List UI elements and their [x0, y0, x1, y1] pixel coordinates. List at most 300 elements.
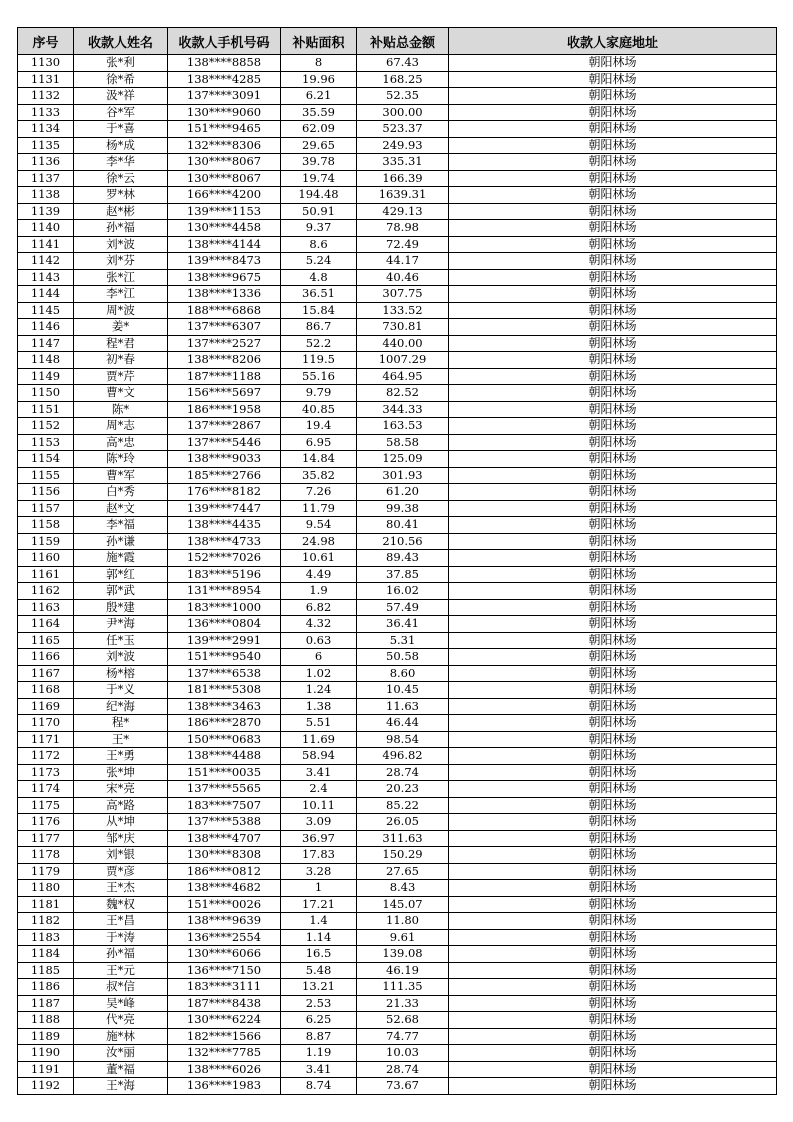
cell-subsidy-area: 11.69 [281, 731, 357, 748]
cell-subsidy-amount: 166.39 [357, 170, 449, 187]
cell-payee-address: 朝阳林场 [449, 401, 777, 418]
table-row [18, 154, 777, 171]
cell-payee-phone: 130****4458 [168, 220, 281, 237]
subsidy-table-page [17, 27, 776, 1095]
cell-serial: 1163 [18, 599, 74, 616]
cell-payee-address: 朝阳林场 [449, 467, 777, 484]
cell-payee-phone: 130****6066 [168, 946, 281, 963]
cell-subsidy-amount: 139.08 [357, 946, 449, 963]
cell-subsidy-area: 13.21 [281, 979, 357, 996]
cell-subsidy-amount: 72.49 [357, 236, 449, 253]
cell-subsidy-amount: 27.65 [357, 863, 449, 880]
cell-subsidy-amount: 61.20 [357, 484, 449, 501]
table-row [18, 1012, 777, 1029]
cell-payee-phone: 136****0804 [168, 616, 281, 633]
cell-subsidy-area: 8.74 [281, 1078, 357, 1095]
cell-payee-address: 朝阳林场 [449, 566, 777, 583]
cell-payee-address: 朝阳林场 [449, 583, 777, 600]
cell-payee-phone: 130****8067 [168, 170, 281, 187]
cell-serial: 1151 [18, 401, 74, 418]
cell-subsidy-area: 35.82 [281, 467, 357, 484]
table-row [18, 434, 777, 451]
cell-serial: 1167 [18, 665, 74, 682]
cell-payee-name: 王*元 [74, 962, 168, 979]
cell-payee-address: 朝阳林场 [449, 286, 777, 303]
cell-payee-address: 朝阳林场 [449, 170, 777, 187]
cell-subsidy-area: 5.24 [281, 253, 357, 270]
cell-subsidy-area: 4.32 [281, 616, 357, 633]
cell-subsidy-area: 15.84 [281, 302, 357, 319]
cell-payee-phone: 138****4682 [168, 880, 281, 897]
cell-subsidy-amount: 496.82 [357, 748, 449, 765]
cell-payee-address: 朝阳林场 [449, 929, 777, 946]
cell-subsidy-area: 1.02 [281, 665, 357, 682]
cell-subsidy-amount: 11.63 [357, 698, 449, 715]
cell-subsidy-amount: 9.61 [357, 929, 449, 946]
table-row [18, 929, 777, 946]
cell-serial: 1187 [18, 995, 74, 1012]
table-row [18, 1045, 777, 1062]
cell-payee-address: 朝阳林场 [449, 517, 777, 534]
table-row [18, 286, 777, 303]
cell-payee-name: 杨*榕 [74, 665, 168, 682]
cell-payee-name: 陈*玲 [74, 451, 168, 468]
cell-subsidy-area: 62.09 [281, 121, 357, 138]
cell-subsidy-area: 29.65 [281, 137, 357, 154]
cell-payee-name: 殷*建 [74, 599, 168, 616]
cell-payee-address: 朝阳林场 [449, 1045, 777, 1062]
cell-payee-phone: 138****4144 [168, 236, 281, 253]
cell-subsidy-amount: 26.05 [357, 814, 449, 831]
cell-subsidy-amount: 50.58 [357, 649, 449, 666]
cell-payee-address: 朝阳林场 [449, 121, 777, 138]
cell-subsidy-area: 17.83 [281, 847, 357, 864]
cell-serial: 1188 [18, 1012, 74, 1029]
table-row [18, 962, 777, 979]
cell-payee-address: 朝阳林场 [449, 484, 777, 501]
cell-subsidy-area: 119.5 [281, 352, 357, 369]
cell-subsidy-amount: 40.46 [357, 269, 449, 286]
cell-subsidy-amount: 46.19 [357, 962, 449, 979]
cell-subsidy-area: 194.48 [281, 187, 357, 204]
cell-subsidy-area: 5.48 [281, 962, 357, 979]
table-row [18, 731, 777, 748]
cell-payee-phone: 130****9060 [168, 104, 281, 121]
cell-payee-phone: 137****5565 [168, 781, 281, 798]
cell-subsidy-amount: 730.81 [357, 319, 449, 336]
table-row [18, 500, 777, 517]
cell-subsidy-amount: 429.13 [357, 203, 449, 220]
cell-serial: 1150 [18, 385, 74, 402]
cell-serial: 1133 [18, 104, 74, 121]
cell-payee-address: 朝阳林场 [449, 187, 777, 204]
cell-subsidy-amount: 8.60 [357, 665, 449, 682]
cell-payee-name: 王* [74, 731, 168, 748]
cell-payee-phone: 151****9465 [168, 121, 281, 138]
table-row [18, 401, 777, 418]
table-row [18, 847, 777, 864]
cell-subsidy-area: 10.61 [281, 550, 357, 567]
table-row [18, 632, 777, 649]
cell-serial: 1171 [18, 731, 74, 748]
cell-payee-phone: 186****0812 [168, 863, 281, 880]
cell-payee-phone: 183****1000 [168, 599, 281, 616]
cell-serial: 1186 [18, 979, 74, 996]
cell-subsidy-area: 19.74 [281, 170, 357, 187]
table-row [18, 583, 777, 600]
cell-subsidy-area: 19.4 [281, 418, 357, 435]
cell-payee-address: 朝阳林场 [449, 319, 777, 336]
cell-subsidy-area: 35.59 [281, 104, 357, 121]
cell-subsidy-amount: 98.54 [357, 731, 449, 748]
cell-payee-phone: 152****7026 [168, 550, 281, 567]
table-row [18, 896, 777, 913]
cell-serial: 1131 [18, 71, 74, 88]
cell-subsidy-area: 6.25 [281, 1012, 357, 1029]
cell-payee-address: 朝阳林场 [449, 385, 777, 402]
cell-payee-name: 程*君 [74, 335, 168, 352]
cell-serial: 1173 [18, 764, 74, 781]
table-row [18, 533, 777, 550]
cell-subsidy-area: 3.41 [281, 1061, 357, 1078]
cell-payee-address: 朝阳林场 [449, 682, 777, 699]
cell-subsidy-amount: 36.41 [357, 616, 449, 633]
cell-payee-address: 朝阳林场 [449, 814, 777, 831]
cell-payee-phone: 186****2870 [168, 715, 281, 732]
cell-subsidy-area: 6.82 [281, 599, 357, 616]
cell-subsidy-area: 10.11 [281, 797, 357, 814]
cell-payee-address: 朝阳林场 [449, 616, 777, 633]
cell-subsidy-amount: 111.35 [357, 979, 449, 996]
cell-payee-name: 于*喜 [74, 121, 168, 138]
table-row [18, 302, 777, 319]
cell-payee-address: 朝阳林场 [449, 368, 777, 385]
cell-subsidy-amount: 16.02 [357, 583, 449, 600]
cell-payee-name: 孙*谦 [74, 533, 168, 550]
cell-subsidy-amount: 210.56 [357, 533, 449, 550]
cell-payee-phone: 138****4733 [168, 533, 281, 550]
cell-subsidy-amount: 5.31 [357, 632, 449, 649]
cell-payee-name: 宋*亮 [74, 781, 168, 798]
cell-payee-name: 李*福 [74, 517, 168, 534]
cell-serial: 1138 [18, 187, 74, 204]
cell-subsidy-area: 3.28 [281, 863, 357, 880]
cell-subsidy-amount: 163.53 [357, 418, 449, 435]
cell-payee-name: 孙*福 [74, 220, 168, 237]
cell-serial: 1191 [18, 1061, 74, 1078]
cell-payee-name: 孙*福 [74, 946, 168, 963]
cell-payee-name: 赵*彬 [74, 203, 168, 220]
cell-payee-name: 徐*云 [74, 170, 168, 187]
cell-subsidy-area: 8 [281, 55, 357, 72]
cell-subsidy-area: 1.9 [281, 583, 357, 600]
cell-payee-address: 朝阳林场 [449, 1028, 777, 1045]
table-row [18, 104, 777, 121]
cell-payee-address: 朝阳林场 [449, 71, 777, 88]
cell-payee-address: 朝阳林场 [449, 1078, 777, 1095]
cell-payee-phone: 183****3111 [168, 979, 281, 996]
cell-subsidy-amount: 73.67 [357, 1078, 449, 1095]
cell-payee-address: 朝阳林场 [449, 896, 777, 913]
cell-serial: 1159 [18, 533, 74, 550]
cell-payee-phone: 138****9639 [168, 913, 281, 930]
cell-payee-name: 贾*彦 [74, 863, 168, 880]
cell-payee-phone: 138****4435 [168, 517, 281, 534]
cell-serial: 1183 [18, 929, 74, 946]
cell-payee-phone: 185****2766 [168, 467, 281, 484]
cell-payee-address: 朝阳林场 [449, 88, 777, 105]
cell-subsidy-area: 7.26 [281, 484, 357, 501]
cell-subsidy-amount: 311.63 [357, 830, 449, 847]
cell-serial: 1149 [18, 368, 74, 385]
cell-serial: 1182 [18, 913, 74, 930]
table-row [18, 797, 777, 814]
cell-payee-name: 于*涛 [74, 929, 168, 946]
table-row [18, 137, 777, 154]
cell-payee-address: 朝阳林场 [449, 946, 777, 963]
cell-serial: 1172 [18, 748, 74, 765]
cell-payee-address: 朝阳林场 [449, 269, 777, 286]
cell-subsidy-area: 8.87 [281, 1028, 357, 1045]
cell-payee-address: 朝阳林场 [449, 797, 777, 814]
cell-payee-phone: 136****2554 [168, 929, 281, 946]
table-row [18, 269, 777, 286]
table-body [18, 55, 777, 1095]
cell-serial: 1141 [18, 236, 74, 253]
cell-payee-phone: 183****7507 [168, 797, 281, 814]
cell-subsidy-amount: 145.07 [357, 896, 449, 913]
cell-payee-phone: 151****9540 [168, 649, 281, 666]
cell-payee-address: 朝阳林场 [449, 1061, 777, 1078]
cell-payee-name: 从*坤 [74, 814, 168, 831]
cell-subsidy-amount: 8.43 [357, 880, 449, 897]
header-payee-phone: 收款人手机号码 [168, 28, 281, 55]
cell-payee-phone: 137****2527 [168, 335, 281, 352]
cell-subsidy-area: 3.09 [281, 814, 357, 831]
cell-serial: 1148 [18, 352, 74, 369]
cell-payee-phone: 131****8954 [168, 583, 281, 600]
cell-payee-name: 周*波 [74, 302, 168, 319]
cell-subsidy-area: 3.41 [281, 764, 357, 781]
cell-payee-address: 朝阳林场 [449, 203, 777, 220]
cell-payee-phone: 138****9675 [168, 269, 281, 286]
cell-payee-phone: 136****7150 [168, 962, 281, 979]
cell-subsidy-amount: 1007.29 [357, 352, 449, 369]
cell-serial: 1190 [18, 1045, 74, 1062]
cell-serial: 1156 [18, 484, 74, 501]
cell-subsidy-amount: 1639.31 [357, 187, 449, 204]
table-row [18, 236, 777, 253]
cell-subsidy-area: 0.63 [281, 632, 357, 649]
cell-subsidy-area: 9.54 [281, 517, 357, 534]
cell-payee-address: 朝阳林场 [449, 599, 777, 616]
cell-payee-name: 张*坤 [74, 764, 168, 781]
cell-subsidy-amount: 133.52 [357, 302, 449, 319]
cell-payee-phone: 139****7447 [168, 500, 281, 517]
cell-payee-address: 朝阳林场 [449, 55, 777, 72]
cell-subsidy-area: 1.14 [281, 929, 357, 946]
cell-serial: 1179 [18, 863, 74, 880]
cell-subsidy-area: 9.37 [281, 220, 357, 237]
header-subsidy-area: 补贴面积 [281, 28, 357, 55]
table-row [18, 550, 777, 567]
cell-payee-name: 王*昌 [74, 913, 168, 930]
cell-serial: 1170 [18, 715, 74, 732]
cell-payee-address: 朝阳林场 [449, 154, 777, 171]
cell-payee-address: 朝阳林场 [449, 236, 777, 253]
cell-subsidy-amount: 78.98 [357, 220, 449, 237]
table-row [18, 88, 777, 105]
cell-subsidy-amount: 125.09 [357, 451, 449, 468]
cell-payee-phone: 130****8308 [168, 847, 281, 864]
table-row [18, 319, 777, 336]
table-row [18, 1078, 777, 1095]
cell-subsidy-area: 9.79 [281, 385, 357, 402]
table-row [18, 467, 777, 484]
cell-payee-phone: 138****4488 [168, 748, 281, 765]
cell-payee-address: 朝阳林场 [449, 451, 777, 468]
cell-subsidy-amount: 28.74 [357, 1061, 449, 1078]
cell-subsidy-area: 11.79 [281, 500, 357, 517]
cell-subsidy-area: 1.38 [281, 698, 357, 715]
cell-payee-name: 白*秀 [74, 484, 168, 501]
cell-subsidy-area: 5.51 [281, 715, 357, 732]
cell-payee-phone: 138****8858 [168, 55, 281, 72]
cell-payee-address: 朝阳林场 [449, 665, 777, 682]
table-row [18, 814, 777, 831]
cell-payee-address: 朝阳林场 [449, 913, 777, 930]
header-serial: 序号 [18, 28, 74, 55]
cell-serial: 1140 [18, 220, 74, 237]
cell-payee-phone: 139****2991 [168, 632, 281, 649]
cell-payee-name: 姜* [74, 319, 168, 336]
table-row [18, 517, 777, 534]
cell-payee-phone: 139****8473 [168, 253, 281, 270]
cell-payee-phone: 156****5697 [168, 385, 281, 402]
table-row [18, 682, 777, 699]
table-row [18, 863, 777, 880]
cell-subsidy-amount: 89.43 [357, 550, 449, 567]
cell-payee-phone: 138****4285 [168, 71, 281, 88]
cell-subsidy-amount: 82.52 [357, 385, 449, 402]
subsidy-table [17, 27, 777, 1095]
cell-payee-address: 朝阳林场 [449, 533, 777, 550]
cell-serial: 1158 [18, 517, 74, 534]
cell-payee-address: 朝阳林场 [449, 632, 777, 649]
cell-subsidy-area: 40.85 [281, 401, 357, 418]
table-row [18, 616, 777, 633]
cell-serial: 1152 [18, 418, 74, 435]
table-row [18, 55, 777, 72]
cell-serial: 1176 [18, 814, 74, 831]
cell-subsidy-amount: 21.33 [357, 995, 449, 1012]
cell-payee-phone: 138****4707 [168, 830, 281, 847]
cell-subsidy-area: 2.4 [281, 781, 357, 798]
table-row [18, 748, 777, 765]
cell-serial: 1189 [18, 1028, 74, 1045]
cell-subsidy-area: 52.2 [281, 335, 357, 352]
cell-payee-name: 汲*祥 [74, 88, 168, 105]
cell-serial: 1160 [18, 550, 74, 567]
cell-serial: 1137 [18, 170, 74, 187]
cell-serial: 1184 [18, 946, 74, 963]
cell-payee-name: 施*林 [74, 1028, 168, 1045]
cell-payee-name: 刘*银 [74, 847, 168, 864]
cell-subsidy-amount: 249.93 [357, 137, 449, 154]
table-row [18, 566, 777, 583]
cell-payee-name: 李*江 [74, 286, 168, 303]
cell-payee-name: 施*霞 [74, 550, 168, 567]
cell-serial: 1178 [18, 847, 74, 864]
cell-serial: 1175 [18, 797, 74, 814]
table-row [18, 451, 777, 468]
cell-serial: 1174 [18, 781, 74, 798]
cell-serial: 1168 [18, 682, 74, 699]
cell-payee-phone: 183****5196 [168, 566, 281, 583]
table-row [18, 1028, 777, 1045]
cell-payee-phone: 139****1153 [168, 203, 281, 220]
cell-payee-phone: 181****5308 [168, 682, 281, 699]
cell-serial: 1161 [18, 566, 74, 583]
cell-payee-phone: 137****6307 [168, 319, 281, 336]
cell-subsidy-area: 50.91 [281, 203, 357, 220]
cell-payee-address: 朝阳林场 [449, 550, 777, 567]
cell-subsidy-area: 16.5 [281, 946, 357, 963]
cell-payee-address: 朝阳林场 [449, 962, 777, 979]
cell-payee-phone: 136****1983 [168, 1078, 281, 1095]
cell-subsidy-amount: 80.41 [357, 517, 449, 534]
header-subsidy-amount: 补贴总金额 [357, 28, 449, 55]
cell-subsidy-amount: 74.77 [357, 1028, 449, 1045]
cell-serial: 1130 [18, 55, 74, 72]
table-row [18, 698, 777, 715]
cell-serial: 1162 [18, 583, 74, 600]
cell-payee-name: 高*忠 [74, 434, 168, 451]
cell-payee-phone: 151****0035 [168, 764, 281, 781]
cell-payee-name: 周*志 [74, 418, 168, 435]
table-row [18, 385, 777, 402]
cell-payee-address: 朝阳林场 [449, 335, 777, 352]
cell-payee-name: 初*春 [74, 352, 168, 369]
cell-payee-phone: 138****1336 [168, 286, 281, 303]
cell-subsidy-amount: 344.33 [357, 401, 449, 418]
table-row [18, 781, 777, 798]
cell-payee-address: 朝阳林场 [449, 352, 777, 369]
cell-serial: 1166 [18, 649, 74, 666]
cell-subsidy-area: 39.78 [281, 154, 357, 171]
cell-payee-name: 徐*希 [74, 71, 168, 88]
cell-payee-name: 吴*峰 [74, 995, 168, 1012]
table-row [18, 253, 777, 270]
header-payee-address: 收款人家庭地址 [449, 28, 777, 55]
cell-payee-name: 张*江 [74, 269, 168, 286]
cell-subsidy-amount: 150.29 [357, 847, 449, 864]
cell-payee-name: 刘*芬 [74, 253, 168, 270]
cell-subsidy-area: 19.96 [281, 71, 357, 88]
cell-subsidy-amount: 301.93 [357, 467, 449, 484]
cell-payee-address: 朝阳林场 [449, 731, 777, 748]
cell-serial: 1134 [18, 121, 74, 138]
table-row [18, 71, 777, 88]
header-payee-name: 收款人姓名 [74, 28, 168, 55]
cell-payee-name: 郭*红 [74, 566, 168, 583]
cell-payee-phone: 182****1566 [168, 1028, 281, 1045]
cell-subsidy-amount: 28.74 [357, 764, 449, 781]
cell-payee-address: 朝阳林场 [449, 979, 777, 996]
cell-subsidy-area: 8.6 [281, 236, 357, 253]
cell-payee-name: 任*玉 [74, 632, 168, 649]
cell-payee-name: 张*利 [74, 55, 168, 72]
